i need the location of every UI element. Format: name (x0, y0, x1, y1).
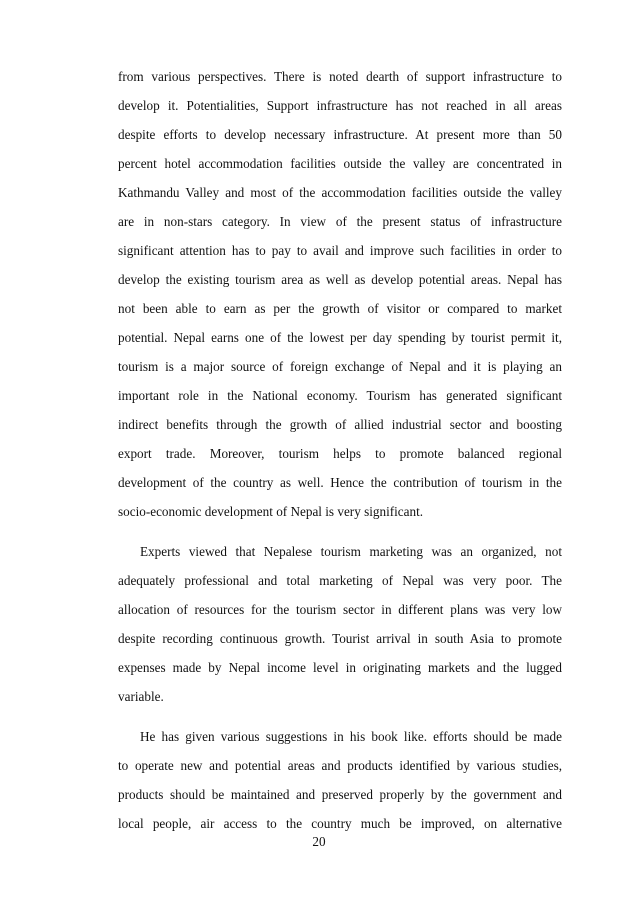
text-line: expenses made by Nepal income level in originating markets and the lugged (118, 660, 562, 675)
text-line: from various perspectives. There is noted dearth of support infrastructure to (118, 69, 562, 84)
paragraph-gap (118, 526, 562, 537)
text-line: Kathmandu Valley and most of the accommodation facilities outside the valley (118, 185, 562, 200)
text-line: export trade. Moreover, tourism helps to promote balanced regional (118, 446, 562, 461)
text-line: are in non-stars category. In view of the present status of infrastructure (118, 214, 562, 229)
text-line: variable. (118, 689, 164, 704)
text-line: potential. Nepal earns one of the lowest per day spending by tourist permit it, (118, 330, 562, 345)
text-line: to operate new and potential areas and products identified by various studies, (118, 758, 562, 773)
text-line: Experts viewed that Nepalese tourism marketing was an organized, not (140, 544, 562, 559)
text-line: despite recording continuous growth. Tourist arrival in south Asia to promote (118, 631, 562, 646)
text-line: socio-economic development of Nepal is very significant. (118, 504, 424, 519)
text-line: products should be maintained and preserved properly by the government and (118, 787, 562, 802)
paragraph (118, 722, 562, 838)
text-line: local people, air access to the country much be improved, on alternative (118, 816, 562, 831)
text-line: not been able to earn as per the growth of visitor or compared to market (118, 301, 562, 316)
text-line: percent hotel accommodation facilities outside the valley are concentrated in (118, 156, 562, 171)
text-line: He has given various suggestions in his book like. efforts should be made (140, 729, 562, 744)
text-line: important role in the National economy. Tourism has generated significant (118, 388, 562, 403)
page-number: 20 (312, 834, 326, 849)
text-line: indirect benefits through the growth of allied industrial sector and boosting (118, 417, 562, 432)
paragraph (118, 537, 562, 711)
text-line: significant attention has to pay to avail and improve such facilities in order to (118, 243, 562, 258)
text-line: develop the existing tourism area as well as develop potential areas. Nepal has (118, 272, 562, 287)
text-line: tourism is a major source of foreign exchange of Nepal and it is playing an (118, 359, 562, 374)
paragraph-gap (118, 711, 562, 722)
paragraph (118, 62, 562, 526)
text-line: development of the country as well. Hence the contribution of tourism in the (118, 475, 562, 490)
text-line: despite efforts to develop necessary infrastructure. At present more than 50 (118, 127, 562, 142)
text-line: adequately professional and total marketing of Nepal was very poor. The (118, 573, 562, 588)
text-line: develop it. Potentialities, Support infrastructure has not reached in all areas (118, 98, 562, 113)
text-line: allocation of resources for the tourism sector in different plans was very low (118, 602, 562, 617)
body-text (118, 62, 562, 838)
